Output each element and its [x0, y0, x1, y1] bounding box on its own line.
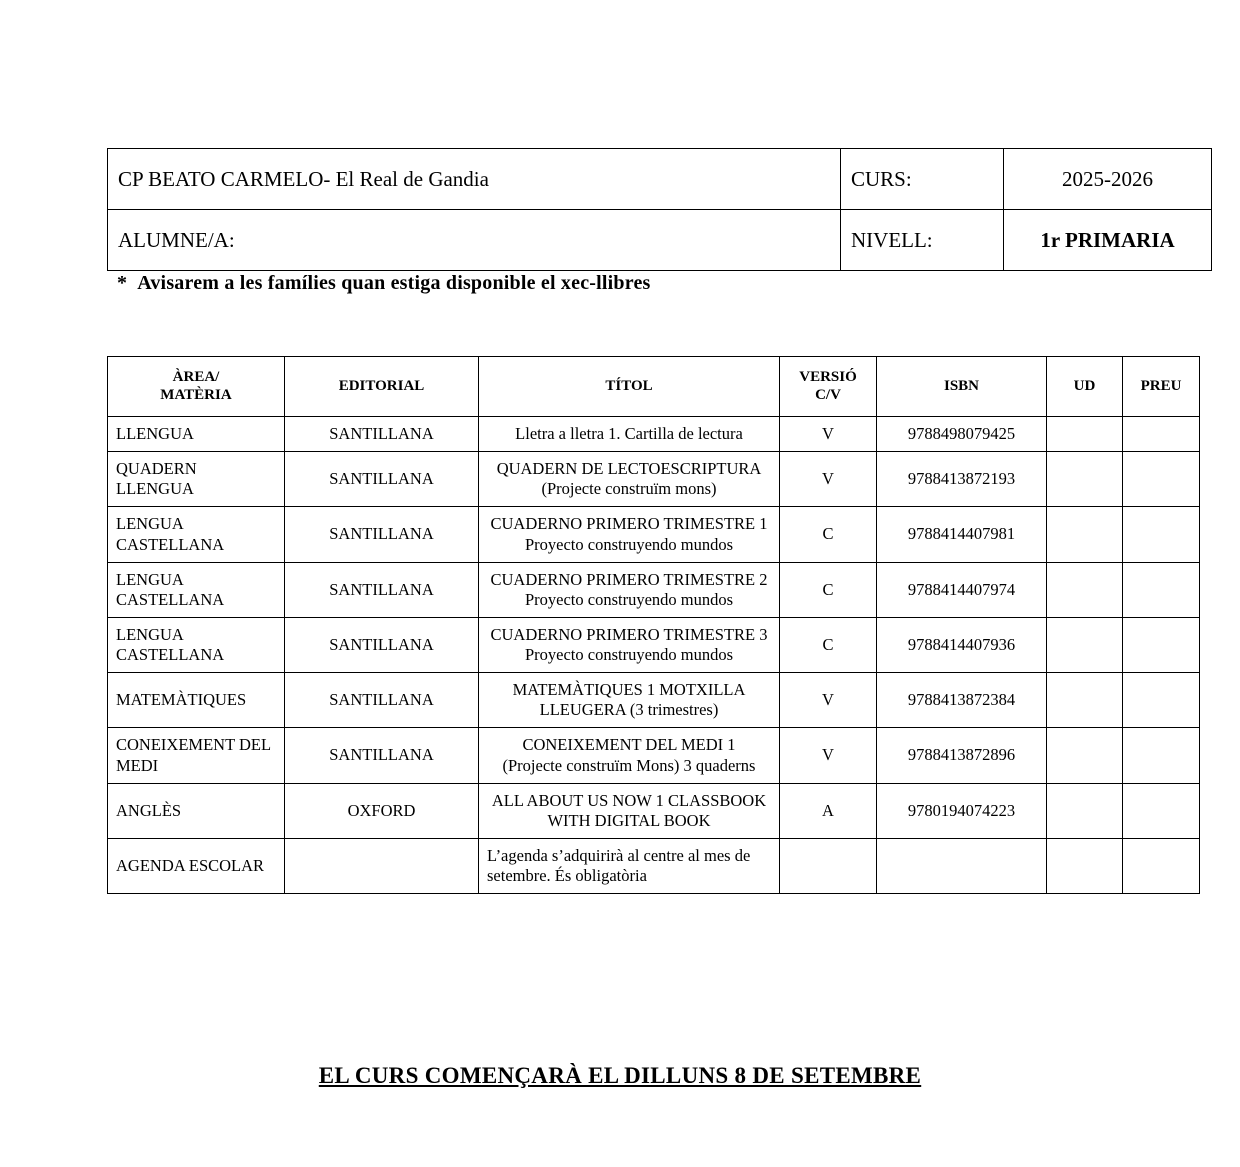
cell-ud: [1047, 838, 1123, 893]
cell-preu: [1123, 673, 1200, 728]
header-row-student: [108, 210, 1212, 271]
cell-editorial: SANTILLANA: [285, 562, 479, 617]
cell-preu: [1123, 783, 1200, 838]
cell-editorial: SANTILLANA: [285, 417, 479, 452]
header-table: [107, 148, 1212, 271]
school-name: CP BEATO CARMELO- El Real de Gandia: [108, 149, 841, 210]
note-line: [117, 272, 651, 295]
cell-titol: CUADERNO PRIMERO TRIMESTRE 3 Proyecto construyendo mundos: [479, 617, 780, 672]
cell-titol: ALL ABOUT US NOW 1 CLASSBOOK WITH DIGITAL BOOK: [479, 783, 780, 838]
column-header-versio-line2: C/V: [815, 386, 841, 403]
cell-preu: [1123, 452, 1200, 507]
cell-versio: C: [780, 617, 877, 672]
alumne-label-cell: [108, 210, 841, 271]
cell-versio: [780, 838, 877, 893]
cell-titol: CUADERNO PRIMERO TRIMESTRE 1 Proyecto construyendo mundos: [479, 507, 780, 562]
cell-versio: V: [780, 728, 877, 783]
cell-isbn: 9788413872193: [877, 452, 1047, 507]
cell-preu: [1123, 838, 1200, 893]
cell-isbn: 9788413872896: [877, 728, 1047, 783]
cell-ud: [1047, 673, 1123, 728]
column-header-editorial: EDITORIAL: [285, 357, 479, 417]
table-row: [108, 728, 1200, 783]
cell-area: LLENGUA: [108, 417, 285, 452]
column-header-area-line1: ÀREA/: [172, 369, 220, 386]
cell-area: CONEIXEMENT DEL MEDI: [108, 728, 285, 783]
cell-preu: [1123, 728, 1200, 783]
cell-ud: [1047, 562, 1123, 617]
table-body: [108, 417, 1200, 894]
table-row: [108, 838, 1200, 893]
cell-editorial: SANTILLANA: [285, 452, 479, 507]
cell-titol: QUADERN DE LECTOESCRIPTURA (Projecte construïm mons): [479, 452, 780, 507]
booklist-table: [107, 356, 1200, 894]
column-header-versio: [780, 357, 877, 417]
cell-area: LENGUA CASTELLANA: [108, 617, 285, 672]
cell-isbn: [877, 838, 1047, 893]
cell-versio: V: [780, 452, 877, 507]
column-header-preu: PREU: [1123, 357, 1200, 417]
table-row: [108, 673, 1200, 728]
column-header-area-line2: MATÈRIA: [160, 386, 232, 403]
table-row: [108, 783, 1200, 838]
cell-ud: [1047, 783, 1123, 838]
nivell-label: NIVELL:: [841, 210, 1004, 271]
cell-ud: [1047, 452, 1123, 507]
column-header-area: [108, 357, 285, 417]
cell-ud: [1047, 417, 1123, 452]
cell-area: QUADERN LLENGUA: [108, 452, 285, 507]
cell-area: LENGUA CASTELLANA: [108, 562, 285, 617]
cell-versio: A: [780, 783, 877, 838]
cell-isbn: 9788414407974: [877, 562, 1047, 617]
nivell-value: 1r PRIMARIA: [1004, 210, 1212, 271]
cell-isbn: 9780194074223: [877, 783, 1047, 838]
cell-titol: Lletra a lletra 1. Cartilla de lectura: [479, 417, 780, 452]
cell-isbn: 9788414407981: [877, 507, 1047, 562]
cell-titol: CONEIXEMENT DEL MEDI 1 (Projecte construïm Mons) 3 quaderns: [479, 728, 780, 783]
cell-preu: [1123, 562, 1200, 617]
cell-area: MATEMÀTIQUES: [108, 673, 285, 728]
cell-editorial: [285, 838, 479, 893]
cell-isbn: 9788498079425: [877, 417, 1047, 452]
cell-versio: V: [780, 417, 877, 452]
cell-preu: [1123, 507, 1200, 562]
column-header-isbn: ISBN: [877, 357, 1047, 417]
cell-area: LENGUA CASTELLANA: [108, 507, 285, 562]
cell-titol: MATEMÀTIQUES 1 MOTXILLA LLEUGERA (3 trimestres): [479, 673, 780, 728]
curs-label: CURS:: [841, 149, 1004, 210]
cell-ud: [1047, 617, 1123, 672]
note-text: Avisarem a les famílies quan estiga disponible el xec-llibres: [137, 272, 651, 294]
table-header-row: [108, 357, 1200, 417]
column-header-ud: UD: [1047, 357, 1123, 417]
cell-isbn: 9788413872384: [877, 673, 1047, 728]
cell-editorial: SANTILLANA: [285, 728, 479, 783]
cell-area: ANGLÈS: [108, 783, 285, 838]
cell-titol: CUADERNO PRIMERO TRIMESTRE 2 Proyecto construyendo mundos: [479, 562, 780, 617]
column-header-titol: TÍTOL: [479, 357, 780, 417]
table-row: [108, 617, 1200, 672]
cell-titol: L’agenda s’adquirirà al centre al mes de setembre. És obligatòria: [479, 838, 780, 893]
cell-versio: V: [780, 673, 877, 728]
cell-editorial: SANTILLANA: [285, 507, 479, 562]
cell-preu: [1123, 617, 1200, 672]
table-row: [108, 507, 1200, 562]
cell-versio: C: [780, 562, 877, 617]
cell-preu: [1123, 417, 1200, 452]
cell-versio: C: [780, 507, 877, 562]
cell-ud: [1047, 728, 1123, 783]
table-row: [108, 417, 1200, 452]
column-header-versio-line1: VERSIÓ: [799, 369, 857, 386]
header-row-school: [108, 149, 1212, 210]
cell-area: AGENDA ESCOLAR: [108, 838, 285, 893]
cell-editorial: SANTILLANA: [285, 673, 479, 728]
cell-ud: [1047, 507, 1123, 562]
cell-isbn: 9788414407936: [877, 617, 1047, 672]
alumne-label: ALUMNE/A:: [118, 227, 235, 252]
table-row: [108, 452, 1200, 507]
cell-editorial: SANTILLANA: [285, 617, 479, 672]
footer-note: EL CURS COMENÇARÀ EL DILLUNS 8 DE SETEMBRE: [318, 1063, 922, 1088]
asterisk-icon: *: [117, 272, 128, 294]
cell-editorial: OXFORD: [285, 783, 479, 838]
curs-value: 2025-2026: [1004, 149, 1212, 210]
table-row: [108, 562, 1200, 617]
